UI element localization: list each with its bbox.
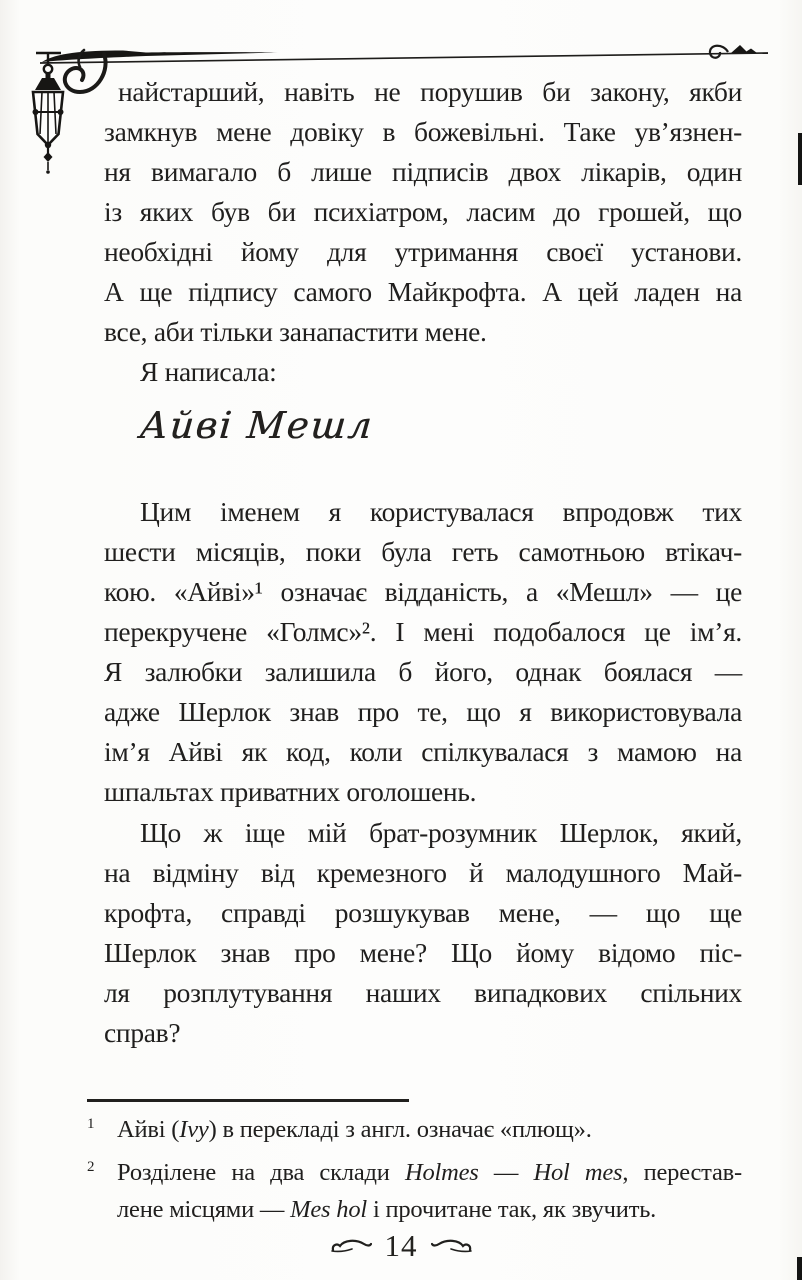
- footnote-text: лене місцями —: [117, 1196, 291, 1223]
- paragraph: [104, 352, 742, 392]
- footnote-line: [87, 1191, 742, 1229]
- footnote-line: [87, 1106, 742, 1149]
- text-line: необхідні йому для утримання своєї установи.: [104, 236, 742, 267]
- text-line: А ще підпису самого Майкрофта. А цей ладен на: [104, 276, 742, 307]
- footnote-text: Айві (: [117, 1116, 180, 1143]
- text-line: кою. «Айві»¹ означає відданість, а «Мешл» — це: [104, 576, 742, 607]
- scan-artifact-mark: [798, 133, 802, 185]
- text-line: із яких був би психіатром, ласим до грошей, що: [104, 196, 742, 227]
- header-rule: [28, 42, 778, 72]
- swirl-flourish-icon: [710, 45, 757, 58]
- footnote-area: [87, 1106, 742, 1229]
- footnote-text: і прочитане так, як звучить.: [367, 1196, 657, 1223]
- text-line: ім’я Айві як код, коли спілкувалася з мамою на: [104, 736, 742, 767]
- text-line: замкнув мене довіку в божевільні. Таке ув’язнен-: [104, 116, 742, 147]
- paragraph: [104, 813, 742, 1053]
- text-line: Що ж іще мій брат-розумник Шерлок, який,: [140, 817, 742, 848]
- text-line: ля розплутування наших випадкових спільних: [104, 977, 742, 1008]
- footnote-text: , перестав-: [622, 1158, 742, 1186]
- text-line: ня вимагало б лише підписів двох лікарів, один: [104, 156, 742, 187]
- footnote-text-italic: Holmes: [404, 1158, 479, 1186]
- footnote-marker: 1: [87, 1116, 95, 1132]
- footnote-separator: [87, 1099, 409, 1102]
- text-line: на відміну від кремезного й малодушного Май-: [104, 857, 742, 888]
- text-line: все, аби тільки занапастити мене.: [104, 316, 487, 347]
- text-line: справ?: [104, 1017, 181, 1048]
- text-line: Шерлок знав про мене? Що йому відомо піс-: [104, 937, 742, 968]
- paragraph: [104, 492, 742, 812]
- text-line: крофта, справді розшукував мене, — що ще: [104, 897, 742, 928]
- text-line: Цим іменем я користувалася впродовж тих: [140, 496, 742, 527]
- page-number: 14: [384, 1228, 418, 1263]
- footnote-text-italic: Mes hol: [290, 1196, 368, 1223]
- text-line: шпальтах приватних оголошень.: [104, 776, 477, 807]
- text-line: Я написала:: [140, 356, 277, 387]
- footnote-text: Розділене на два склади: [117, 1158, 405, 1186]
- signature-name: Айві Мешл: [138, 404, 376, 447]
- footnote-text: ) в перекладі з англ. означає «плющ».: [208, 1116, 592, 1143]
- text-line: шести місяців, поки була геть самотньою втікач-: [104, 536, 742, 567]
- scan-artifact-mark: [797, 1257, 802, 1280]
- footnote-text-italic: Hol mes: [533, 1158, 623, 1186]
- text-line: адже Шерлок знав про те, що я використовувала: [104, 696, 742, 727]
- paragraph: [104, 72, 742, 352]
- text-line: Я залюбки залишила б його, однак боялася —: [104, 656, 742, 687]
- text-line: найстарший, навіть не порушив би закону, якби: [118, 76, 742, 107]
- flourish-left-icon: [330, 1237, 372, 1255]
- footnote-line: [87, 1149, 742, 1192]
- text-line: перекручене «Голмс»². І мені подобалося це ім’я.: [104, 616, 742, 647]
- footnote-marker: 2: [87, 1158, 95, 1175]
- footnote-text: —: [478, 1158, 534, 1186]
- curl-flourish-icon: [65, 50, 106, 92]
- page-number-row: [0, 1228, 802, 1264]
- footnote-text-italic: Ivy: [179, 1116, 209, 1143]
- flourish-right-icon: [431, 1237, 473, 1255]
